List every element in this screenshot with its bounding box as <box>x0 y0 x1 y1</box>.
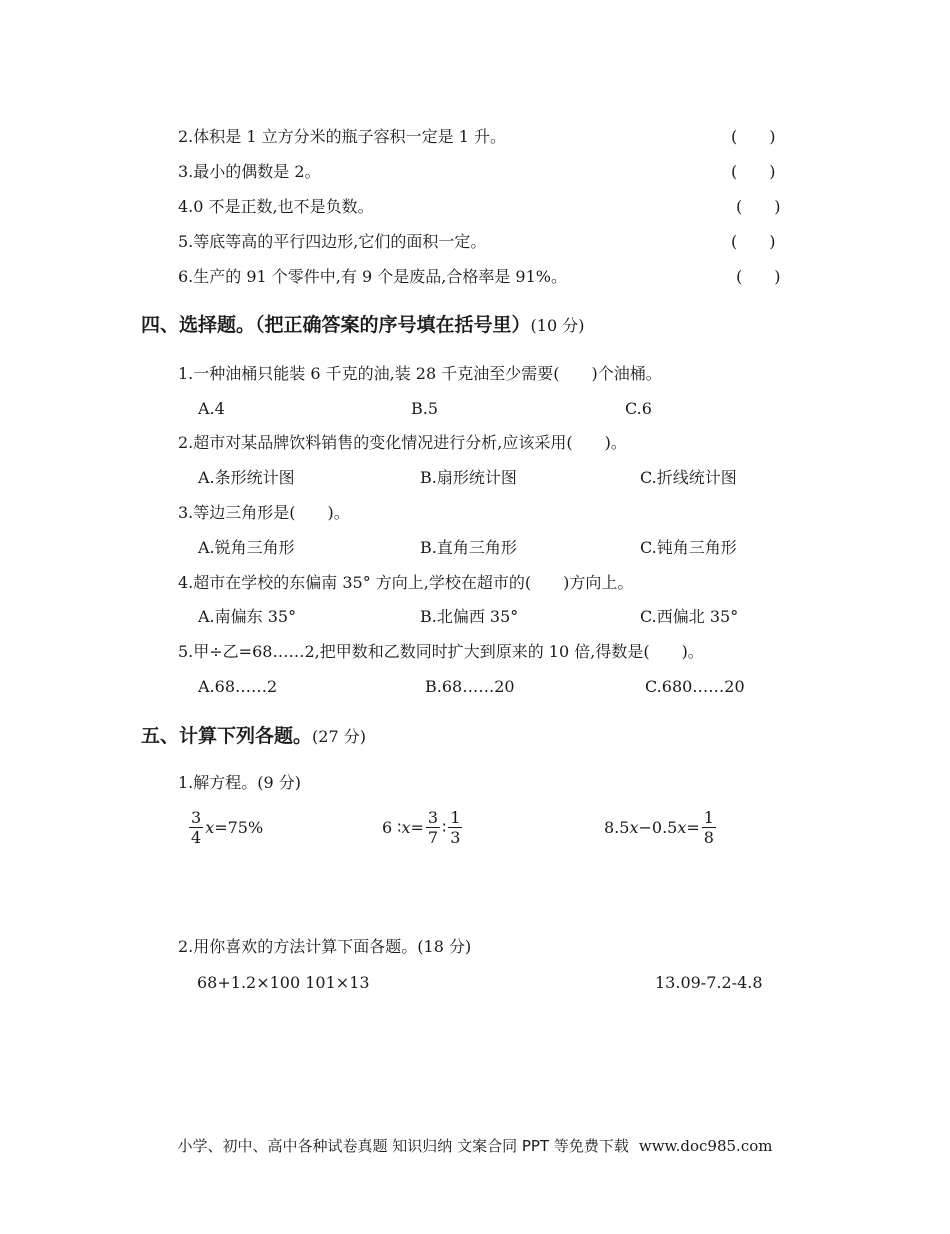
equation-3: 8.5 x −0.5 x = $\frac{1}{8}$ <box>604 808 714 847</box>
option-a[interactable]: A.南偏东 35° <box>198 607 297 626</box>
answer-parentheses[interactable]: ( ) <box>731 162 776 181</box>
option-b[interactable]: B.5 <box>411 399 439 418</box>
option-b[interactable]: B.扇形统计图 <box>420 468 517 487</box>
question-stem: 5.甲÷乙=68……2,把甲数和乙数同时扩大到原来的 10 倍,得数是( )。 <box>178 642 704 661</box>
option-c[interactable]: C.西偏北 35° <box>640 607 739 626</box>
option-c[interactable]: C.钝角三角形 <box>640 538 737 557</box>
section-4-title: 四、选择题。（把正确答案的序号填在括号里） <box>141 314 531 336</box>
answer-parentheses[interactable]: ( ) <box>731 127 776 146</box>
section-5-heading <box>141 723 366 750</box>
option-a[interactable]: A.锐角三角形 <box>198 538 295 557</box>
equation-1: $\frac{3}{4}$ x =75% <box>191 808 264 847</box>
judgement-text: 2.体积是 1 立方分米的瓶子容积一定是 1 升。 <box>178 127 506 146</box>
footer-text: 小学、初中、高中各种试卷真题 知识归纳 文案合同 PPT 等免费下载 <box>177 1137 629 1155</box>
fraction: $\frac{1}{3}$ <box>450 808 461 847</box>
option-c[interactable]: C.680……20 <box>645 677 745 696</box>
option-b[interactable]: B.北偏西 35° <box>420 607 519 626</box>
part-2-label: 2.用你喜欢的方法计算下面各题。(18 分) <box>178 937 472 956</box>
question-stem: 3.等边三角形是( )。 <box>178 503 350 522</box>
answer-parentheses[interactable]: ( ) <box>736 197 781 216</box>
option-a[interactable]: A.条形统计图 <box>198 468 295 487</box>
answer-parentheses[interactable]: ( ) <box>731 232 776 251</box>
footer-link[interactable]: www.doc985.com <box>638 1137 773 1155</box>
option-a[interactable]: A.68……2 <box>198 677 278 696</box>
question-stem: 4.超市在学校的东偏南 35° 方向上,学校在超市的( )方向上。 <box>178 573 634 592</box>
calc-right: 13.09-7.2-4.8 <box>655 973 763 992</box>
answer-parentheses[interactable]: ( ) <box>736 267 781 286</box>
option-b[interactable]: B.68……20 <box>425 677 515 696</box>
question-stem: 2.超市对某品牌饮料销售的变化情况进行分析,应该采用( )。 <box>178 433 627 452</box>
section-4-score: (10 分) <box>530 316 585 335</box>
footer <box>0 1135 950 1156</box>
option-a[interactable]: A.4 <box>198 399 225 418</box>
option-c[interactable]: C.6 <box>625 399 652 418</box>
part-1-label: 1.解方程。(9 分) <box>178 773 302 792</box>
calc-left: 68+1.2×100 101×13 <box>197 973 370 992</box>
judgement-text: 4.0 不是正数,也不是负数。 <box>178 197 374 216</box>
section-5-title: 五、计算下列各题。 <box>141 725 313 747</box>
question-stem: 1.一种油桶只能装 6 千克的油,装 28 千克油至少需要( )个油桶。 <box>178 364 662 383</box>
section-5-score: (27 分) <box>312 727 366 746</box>
section-4-heading <box>141 312 584 339</box>
fraction: $\frac{1}{8}$ <box>703 808 714 847</box>
judgement-text: 5.等底等高的平行四边形,它们的面积一定。 <box>178 232 487 251</box>
option-c[interactable]: C.折线统计图 <box>640 468 737 487</box>
equation-2: 6 ∶ x = $\frac{3}{7}$ ∶ $\frac{1}{3}$ <box>382 808 461 847</box>
judgement-text: 6.生产的 91 个零件中,有 9 个是废品,合格率是 91%。 <box>178 267 567 286</box>
judgement-text: 3.最小的偶数是 2。 <box>178 162 321 181</box>
option-b[interactable]: B.直角三角形 <box>420 538 517 557</box>
fraction: $\frac{3}{4}$ <box>191 808 202 847</box>
fraction: $\frac{3}{7}$ <box>427 808 439 847</box>
